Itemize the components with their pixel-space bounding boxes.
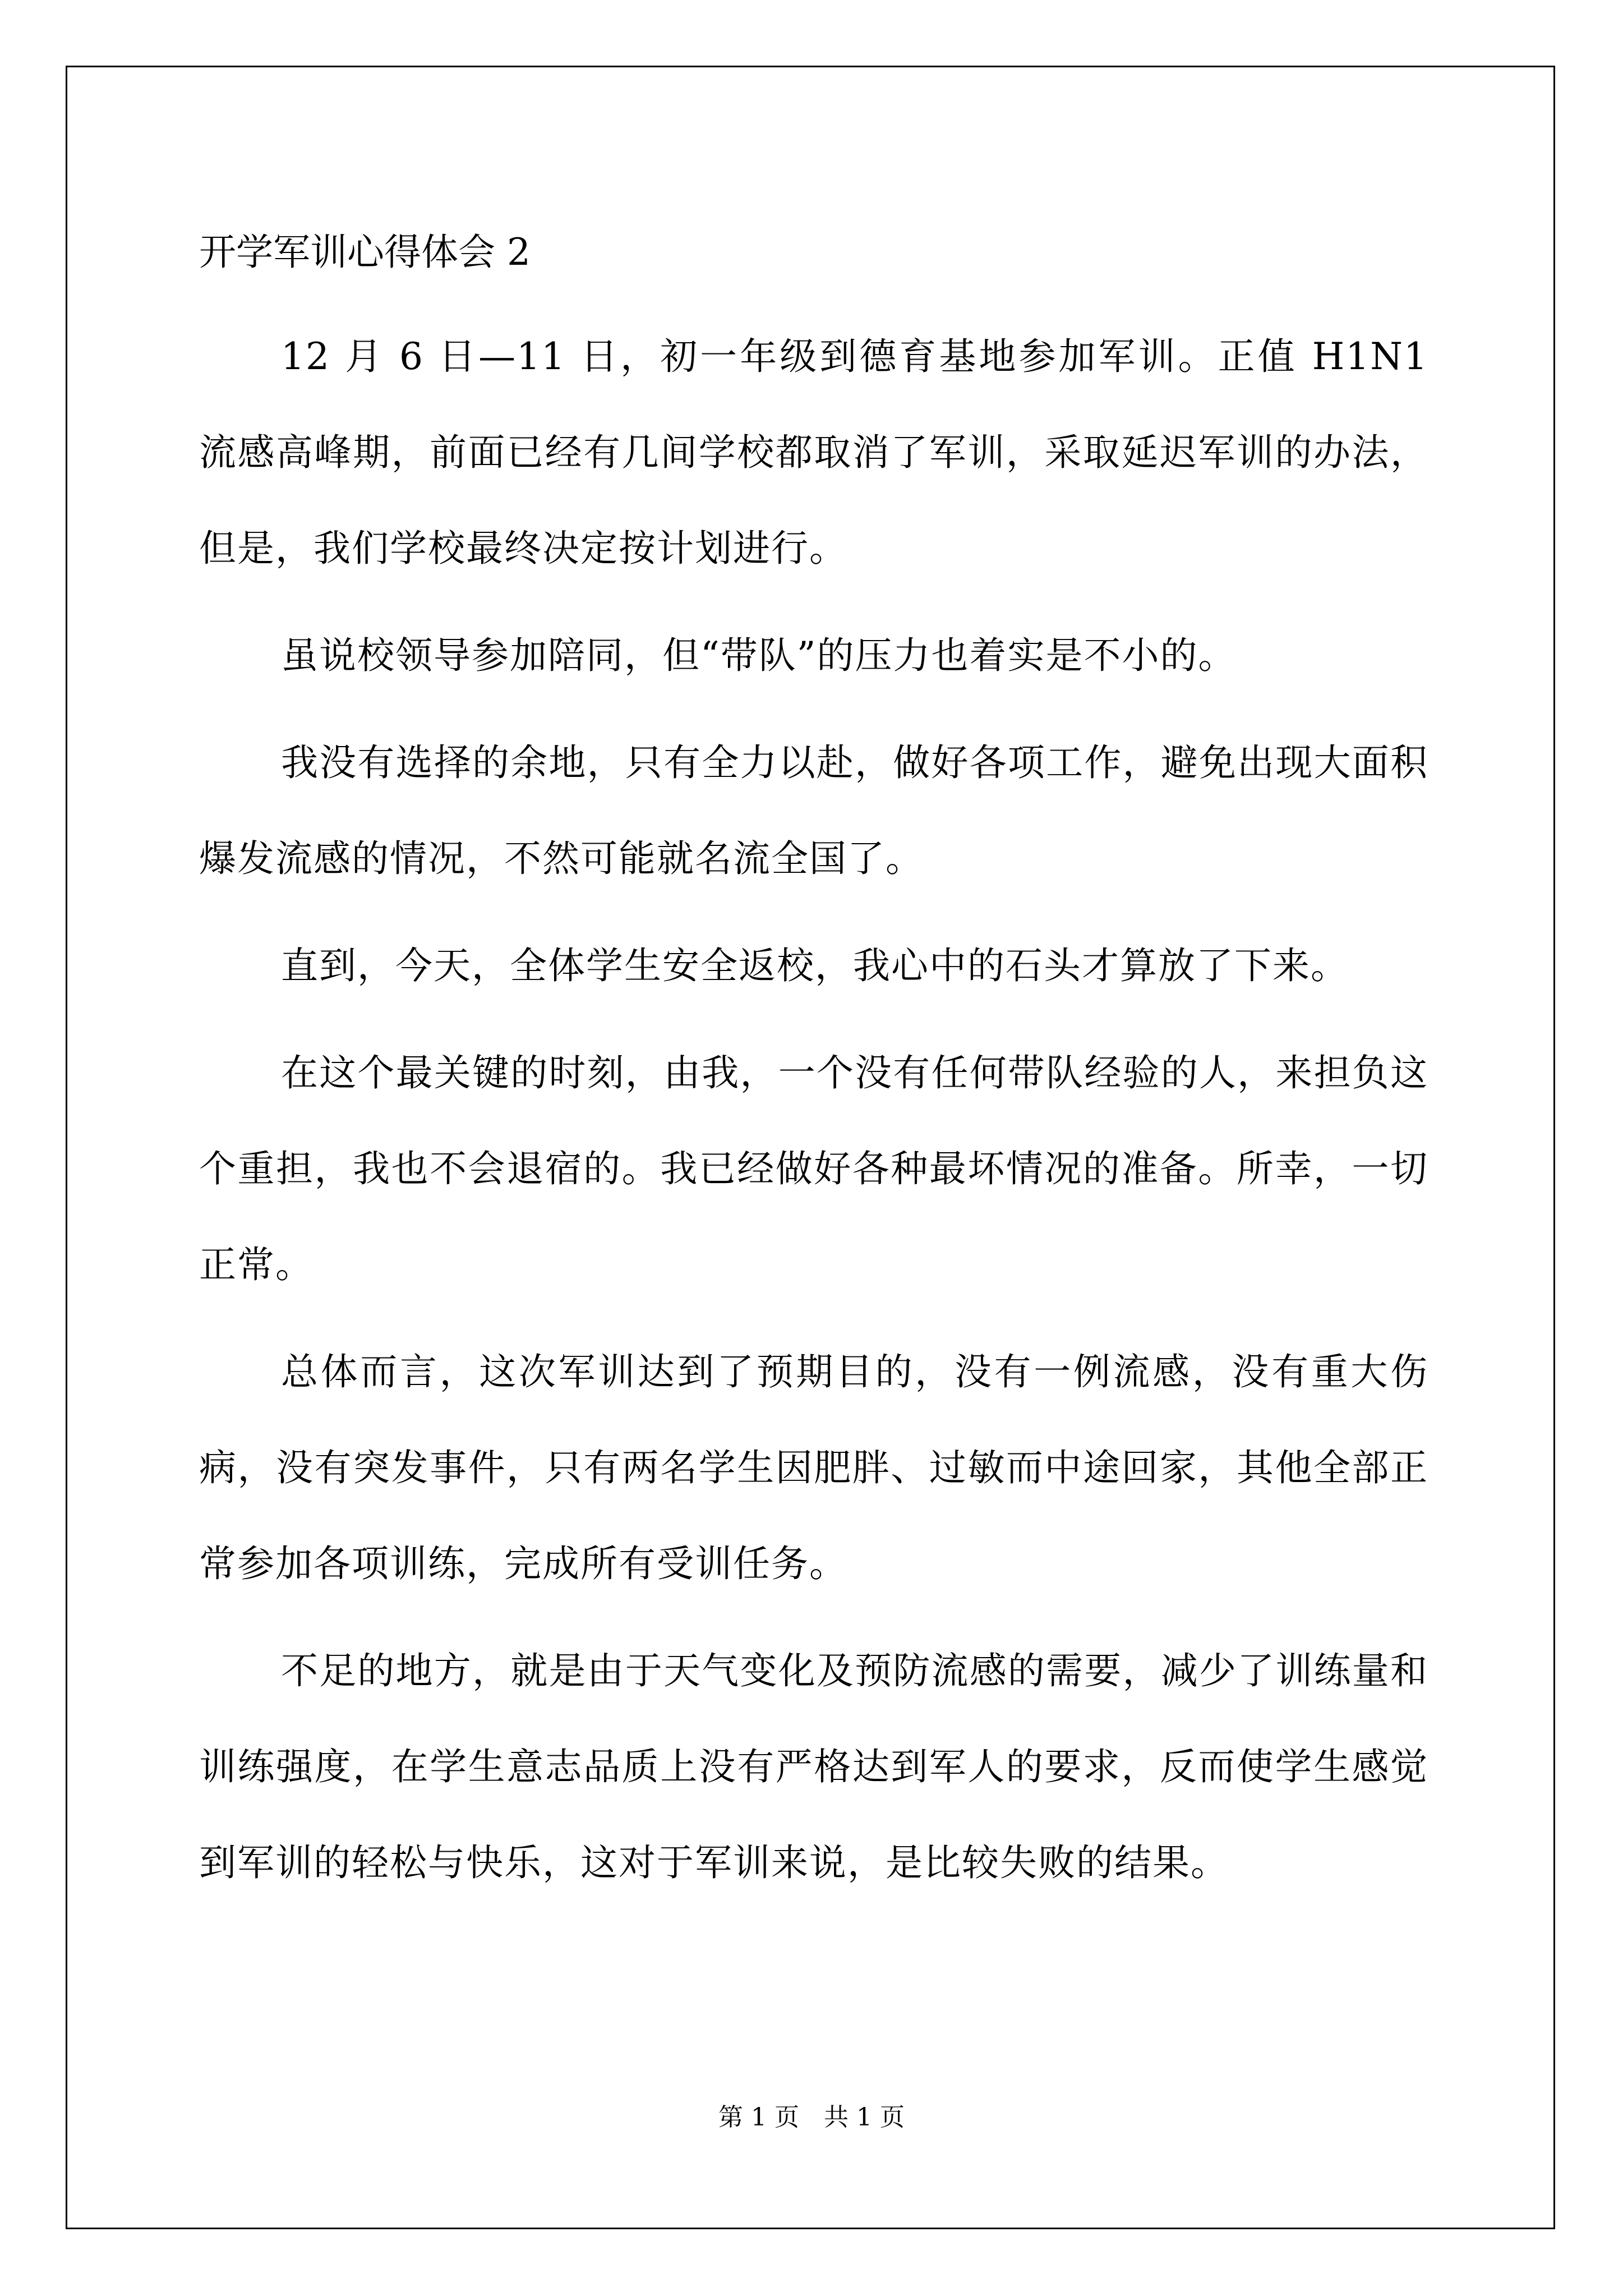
paragraph-7: 不足的地方，就是由于天气变化及预防流感的需要，减少了训练量和训练强度，在学生意志品质上没有严格达到军人的要求，反而使学生感觉到军训的轻松与快乐，这对于军训来说，是比较失败的结果。 (199, 1649, 1428, 1884)
paragraph-3: 我没有选择的余地，只有全力以赴，做好各项工作，避免出现大面积爆发流感的情况，不然可能就名流全国了。 (199, 741, 1428, 880)
document-body (199, 219, 1428, 1922)
paragraph-4: 直到，今天，全体学生安全返校，我心中的石头才算放了下来。 (281, 944, 1349, 987)
paragraph-1: 12 月 6 日—11 日，初一年级到德育基地参加军训。正值 H1N1 流感高峰期，前面已经有几间学校都取消了军训，采取延迟军训的办法，但是，我们学校最终决定按计划进行。 (199, 335, 1428, 570)
paragraph-5: 在这个最关键的时刻，由我，一个没有任何带队经验的人，来担负这个重担，我也不会退宿的。我已经做好各种最坏情况的准备。所幸，一切正常。 (199, 1051, 1428, 1286)
page-footer: 第 1 页 共 1 页 (718, 2103, 905, 2132)
document-title: 开学军训心得体会 2 (199, 231, 531, 274)
paragraph-2: 虽说校领导参加陪同，但“带队”的压力也着实是不小的。 (281, 634, 1237, 677)
paragraph-6: 总体而言，这次军训达到了预期目的，没有一例流感，没有重大伤病，没有突发事件，只有两名学生因肥胖、过敏而中途回家，其他全部正常参加各项训练，完成所有受训任务。 (199, 1350, 1428, 1585)
